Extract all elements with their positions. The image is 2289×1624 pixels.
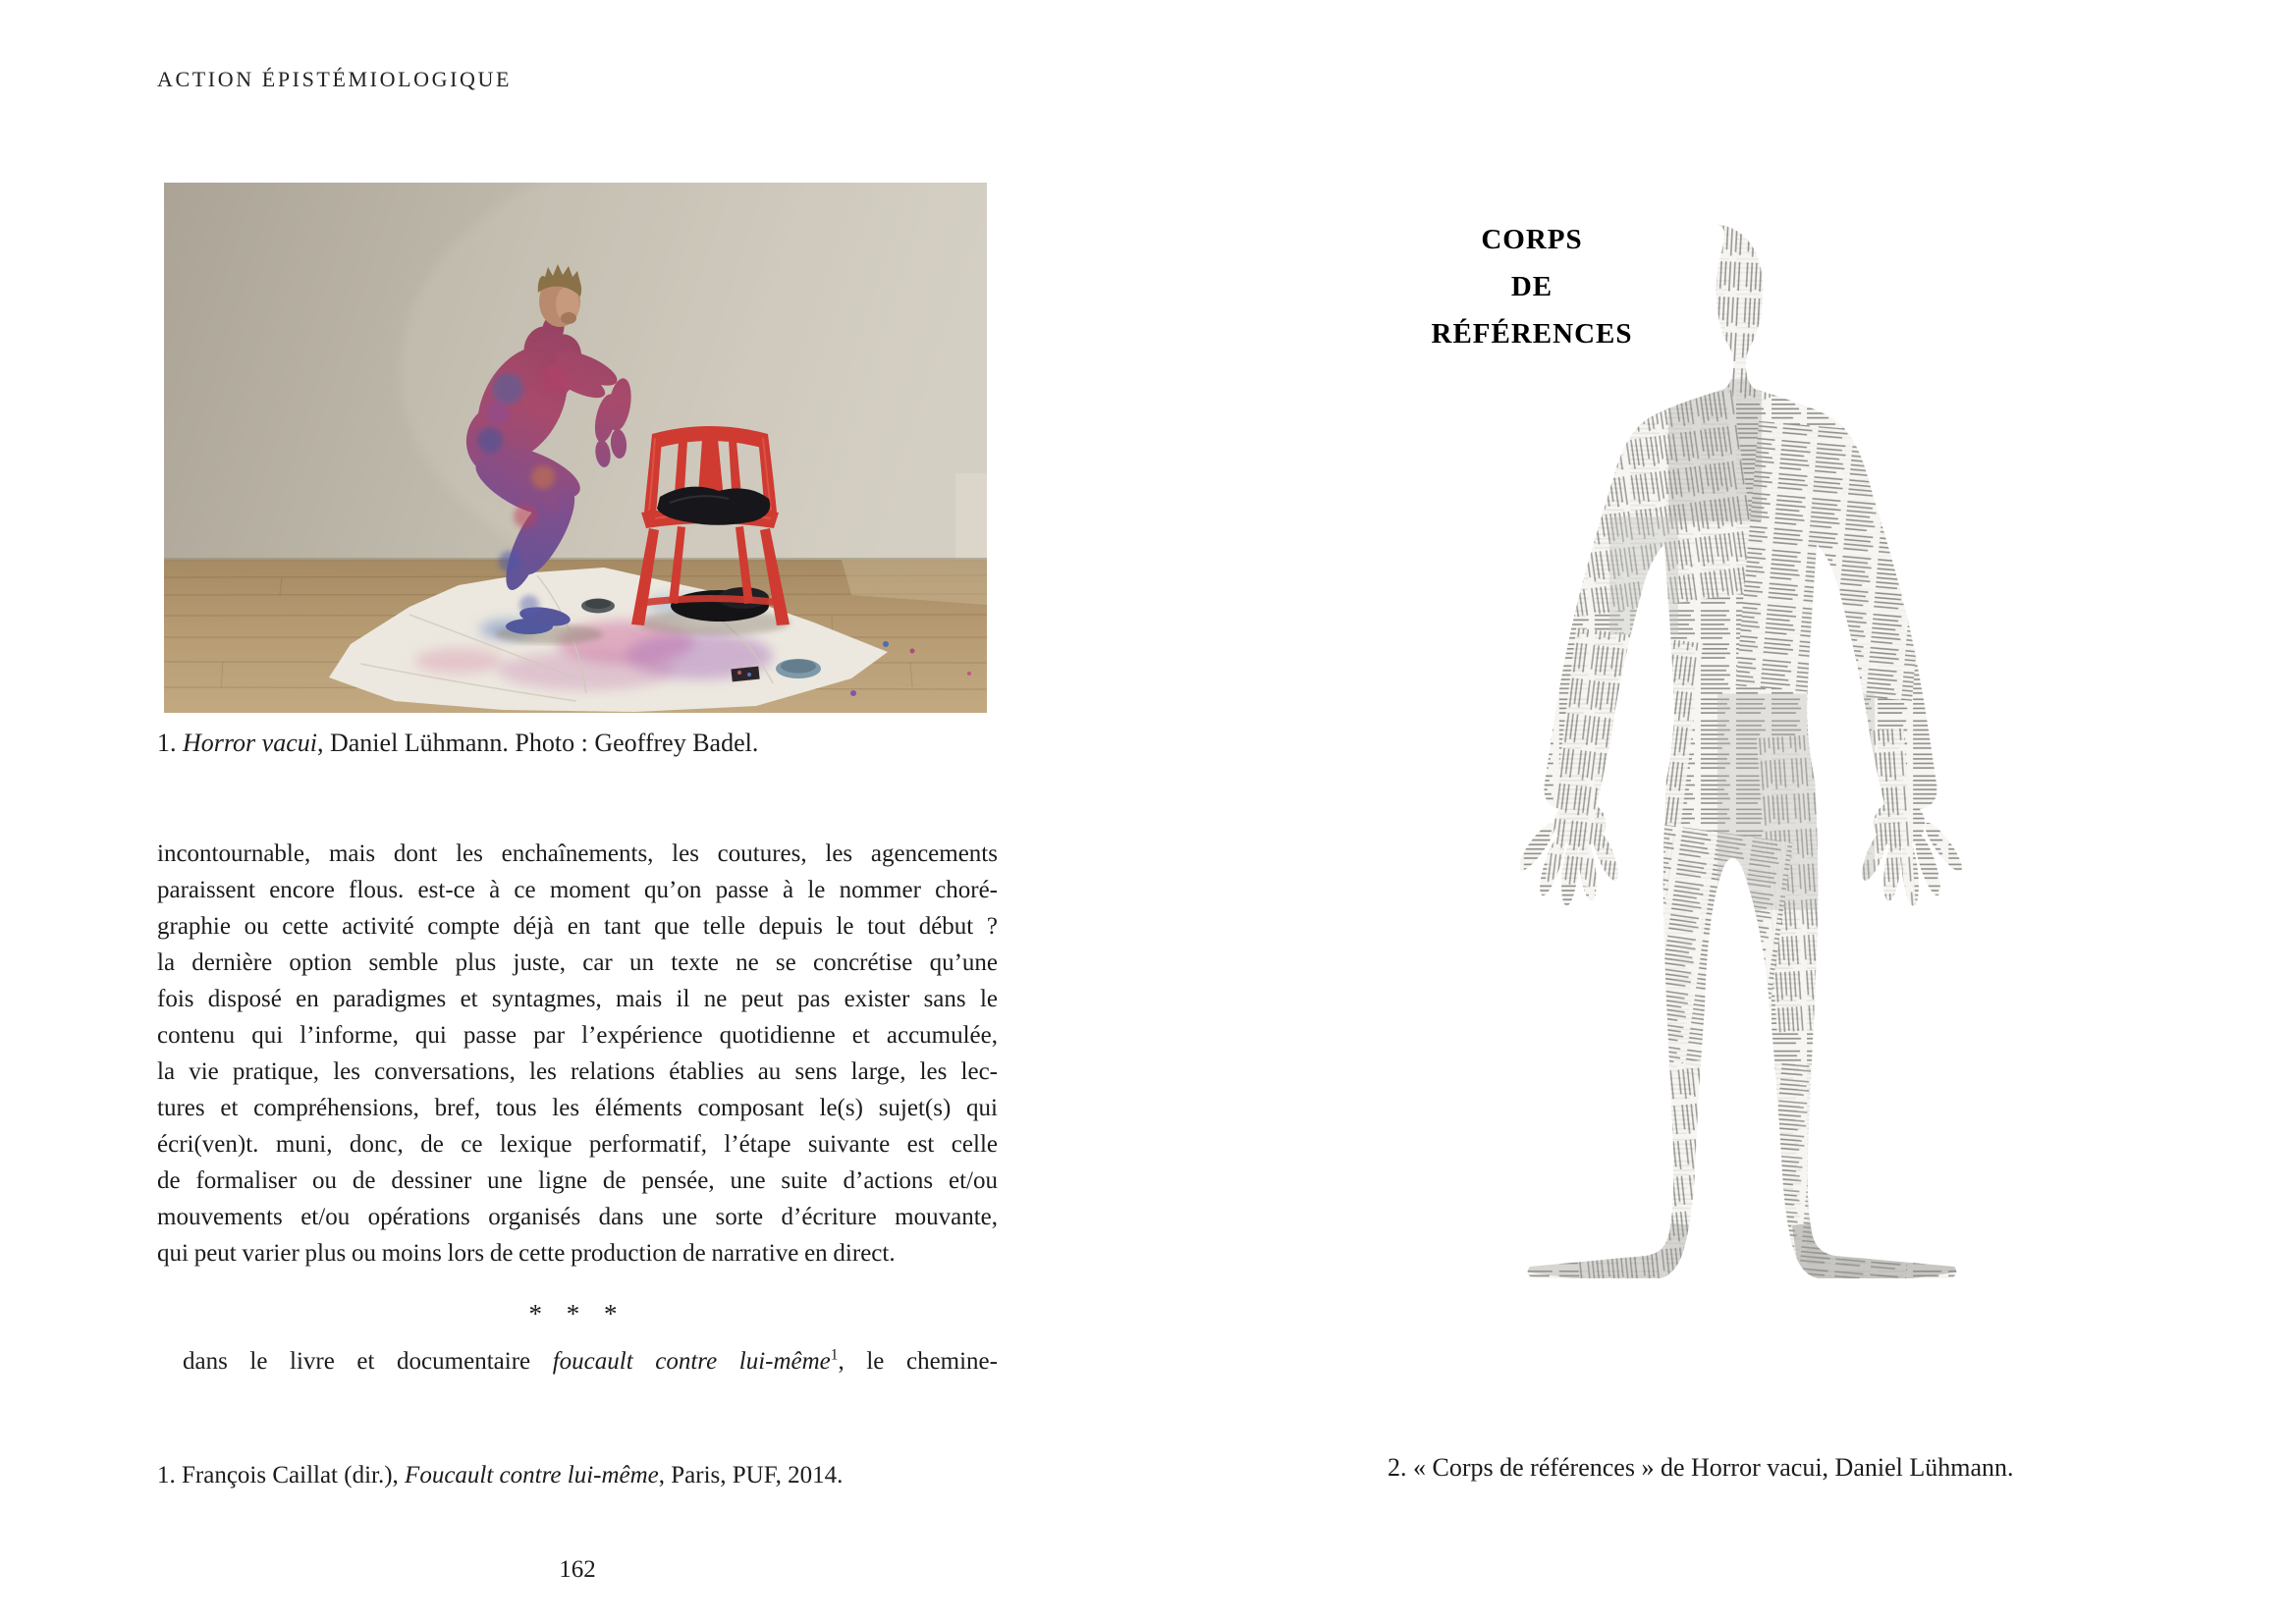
paragraph-continued: dans le livre et documentaire foucault contre lui-même$^1$, le chemine- — [183, 1346, 998, 1375]
artwork-title-line1: corps — [1481, 213, 1583, 258]
asterism-separator: * * * — [528, 1299, 627, 1328]
footnote: 1. François Caillat (dir.), Foucault contre lui-même, Paris, PUF, 2014. — [157, 1462, 844, 1489]
figure-1-caption: 1. Horror vacui, Daniel Lühmann. Photo : Geoffrey Badel. — [157, 729, 759, 757]
body-text-line: contenu qui l’informe, qui passe par l’expérience quotidienne et accumulée, — [157, 1022, 998, 1049]
body-text-line: de formaliser ou de dessiner une ligne de pensée, une suite d’actions et/ou — [157, 1167, 998, 1194]
figure-2-caption: 2. « Corps de références » de Horror vacui, Daniel Lühmann. — [1388, 1453, 2014, 1482]
body-text-line: tures et compréhensions, bref, tous les éléments composant le(s) sujet(s) qui — [157, 1095, 998, 1121]
body-text-line: incontournable, mais dont les enchaînements, les coutures, les agencements — [157, 840, 998, 867]
body-text-line: graphie ou cette activité compte déjà en tant que telle depuis le tout début ? — [157, 913, 998, 940]
collage-patches — [1520, 222, 1964, 1278]
artwork-title-line2: de — [1510, 260, 1553, 305]
body-text-line: écri(ven)t. muni, donc, de ce lexique performatif, l’étape suivante est celle — [157, 1131, 998, 1158]
running-header: ACTION ÉPISTÉMIOLOGIQUE — [157, 67, 513, 91]
page-number: 162 — [559, 1556, 596, 1583]
photo-wall — [164, 183, 987, 615]
artwork-title-line3: références — [1431, 307, 1633, 352]
newspaper-figure — [1520, 222, 1964, 1278]
figure-2-artwork — [1520, 222, 1964, 1278]
body-text-line: fois disposé en paradigmes et syntagmes, mais il ne peut pas exister sans le — [157, 986, 998, 1012]
body-text-line: la vie pratique, les conversations, les relations établies au sens large, les lec- — [157, 1058, 998, 1085]
body-text-line: la dernière option semble plus juste, car un texte ne se concrétise qu’une — [157, 949, 998, 976]
photo-art — [164, 183, 987, 713]
body-text — [157, 836, 998, 1272]
body-text-line: mouvements et/ou opérations organisés dans une sorte d’écriture mouvante, — [157, 1204, 998, 1230]
figure-1-photo — [164, 183, 987, 713]
body-text-line: qui peut varier plus ou moins lors de cette production de narrative en direct. — [157, 1240, 896, 1267]
body-text-line: paraissent encore flous. est-ce à ce moment qu’on passe à le nommer choré- — [157, 877, 998, 903]
